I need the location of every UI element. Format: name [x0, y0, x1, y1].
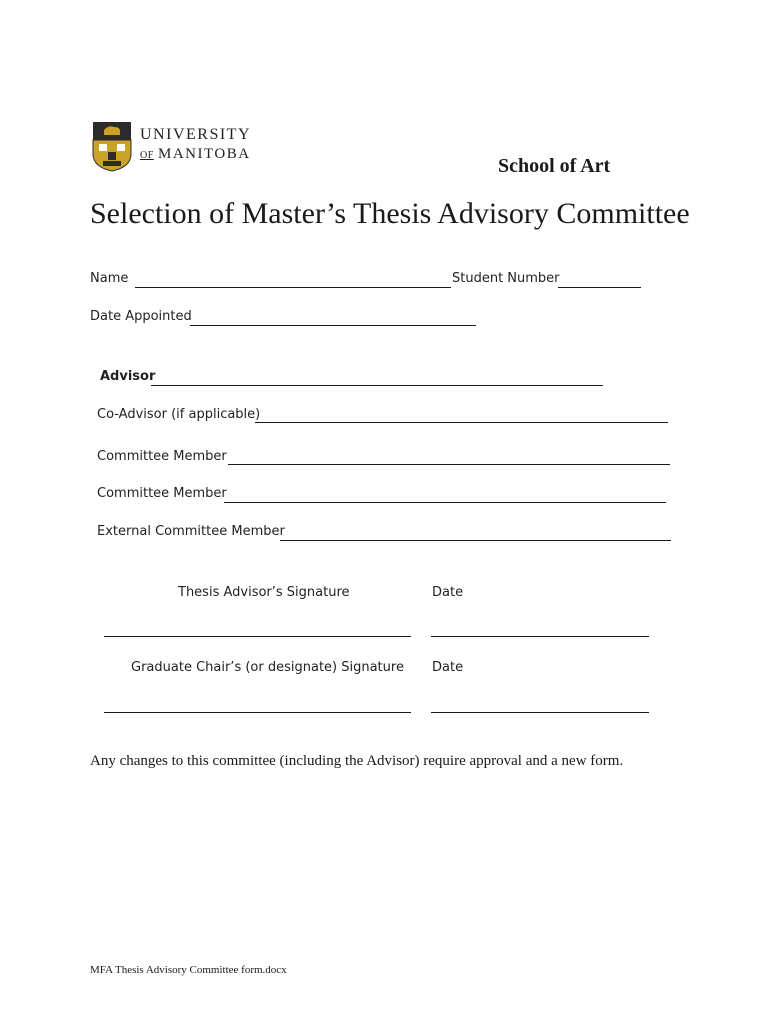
thesis-advisor-signature-label: Thesis Advisor’s Signature — [178, 585, 350, 600]
school-name: School of Art — [498, 155, 611, 177]
thesis-advisor-signature-field[interactable] — [104, 636, 411, 637]
graduate-chair-date-field[interactable] — [431, 712, 649, 713]
advisor-field[interactable] — [151, 385, 603, 386]
date-appointed-label: Date Appointed — [90, 309, 192, 324]
footer-filename: MFA Thesis Advisory Committee form.docx — [90, 964, 287, 976]
co-advisor-label: Co-Advisor (if applicable) — [97, 407, 261, 422]
co-advisor-field[interactable] — [255, 422, 668, 423]
thesis-advisor-date-field[interactable] — [431, 636, 649, 637]
name-label: Name — [90, 271, 129, 286]
committee-member-2-label: Committee Member — [97, 486, 227, 501]
external-member-label: External Committee Member — [97, 524, 285, 539]
university-logo — [92, 120, 251, 172]
external-member-field[interactable] — [280, 540, 671, 541]
date-appointed-field[interactable] — [190, 325, 476, 326]
committee-member-1-label: Committee Member — [97, 449, 227, 464]
name-field[interactable] — [135, 287, 451, 288]
crest-icon — [92, 120, 132, 172]
student-number-field[interactable] — [558, 287, 641, 288]
graduate-chair-signature-field[interactable] — [104, 712, 411, 713]
page-title: Selection of Master’s Thesis Advisory Committee — [90, 197, 690, 230]
student-number-label: Student Number — [452, 271, 560, 286]
approval-note: Any changes to this committee (including the Advisor) require approval and a new form. — [90, 753, 624, 769]
university-name-of: OF — [140, 150, 154, 161]
committee-member-2-field[interactable] — [224, 502, 666, 503]
advisor-label: Advisor — [100, 369, 156, 384]
date-label-1: Date — [432, 585, 464, 600]
date-label-2: Date — [432, 660, 464, 675]
university-name-line2: MANITOBA — [158, 146, 251, 162]
committee-member-1-field[interactable] — [228, 464, 670, 465]
graduate-chair-signature-label: Graduate Chair’s (or designate) Signature — [131, 660, 404, 675]
university-name-line1: UNIVERSITY — [140, 126, 251, 143]
